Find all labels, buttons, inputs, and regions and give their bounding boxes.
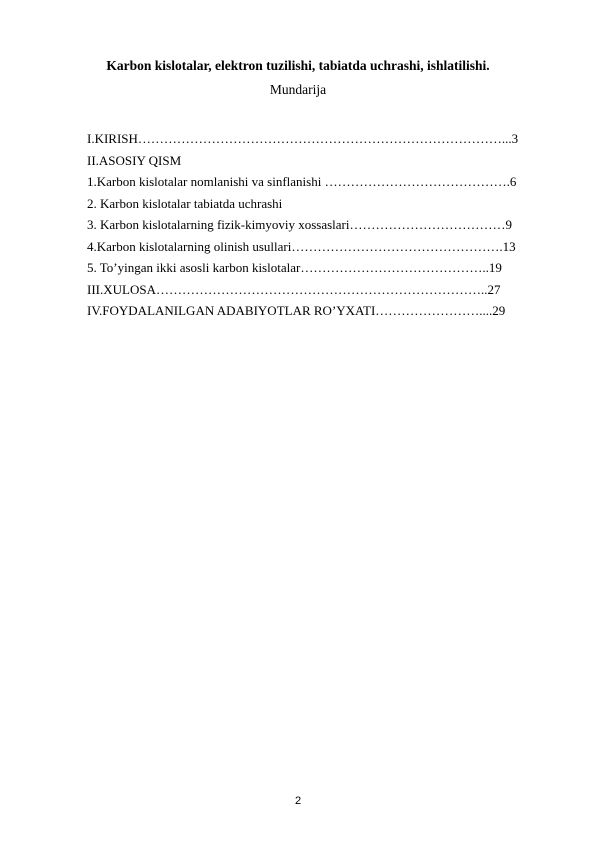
contents-heading: Mundarija — [269, 82, 327, 97]
toc-item-kirish: I.KIRISH…………………………………………………………………………...3 — [87, 131, 519, 146]
toc-item-asosiy-qism: II.ASOSIY QISM — [87, 152, 182, 168]
toc-item-fizik-kimyoviy: 3. Karbon kislotalarning fizik-kimyoviy xossaslari………………………………9 — [87, 217, 512, 232]
toc-item-xulosa: III.XULOSA…………………………………………………………………..27 — [87, 281, 501, 297]
toc-item-adabiyotlar: IV.FOYDALANILGAN ADABIYOTLAR RO’YXATI……………………....29 — [87, 303, 506, 318]
toc-item-ikki-asosli: 5. To’yingan ikki asosli karbon kislotalar……………………………………..19 — [87, 260, 502, 275]
toc-item-olinish-usullari: 4.Karbon kislotalarning olinish usullari………………………………………….13 — [87, 238, 516, 254]
toc-item-nomlanishi: 1.Karbon kislotalar nomlanishi va sinflanishi …………………………………….6 — [87, 174, 517, 189]
document-title: Karbon kislotalar, elektron tuzilishi, tabiatda uchrashi, ishlatilishi. — [106, 58, 490, 73]
toc-item-tabiatda-uchrashi: 2. Karbon kislotalar tabiatda uchrashi — [87, 195, 283, 211]
page-number: 2 — [294, 795, 302, 807]
table-of-contents — [87, 128, 518, 322]
